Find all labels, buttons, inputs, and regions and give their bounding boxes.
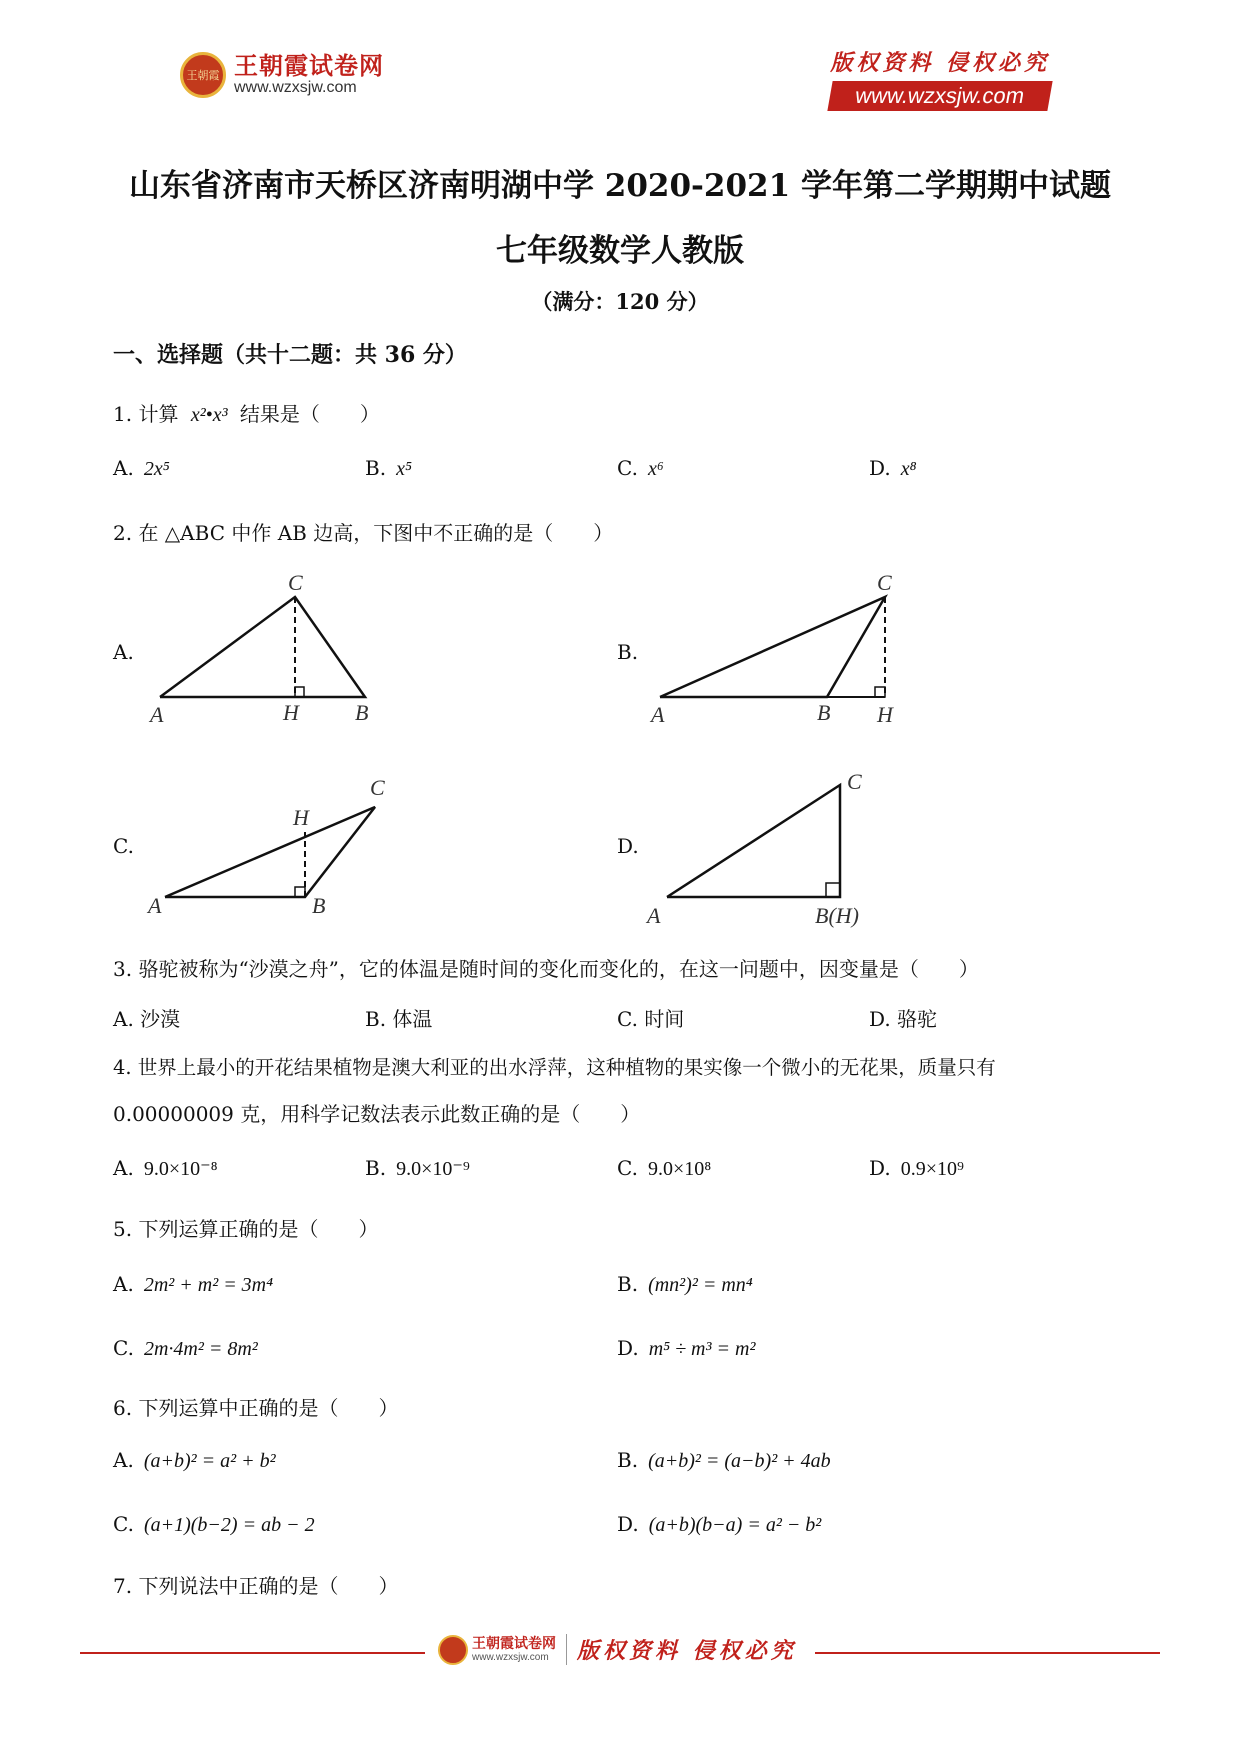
q2-label-b: B. — [617, 640, 639, 664]
question-7: 7. 下列说法中正确的是（ ） — [113, 1574, 399, 1598]
triangle-a — [160, 597, 365, 697]
question-1-expr: x²•x³ — [190, 404, 228, 426]
question-4-line2: 0.00000009 克，用科学记数法表示此数正确的是（ ） — [113, 1102, 641, 1126]
point-a-a: A — [150, 702, 164, 727]
q6-option-c: C. (a+1)(b−2) = ab − 2 — [113, 1512, 315, 1536]
q6-option-b: B. (a+b)² = (a−b)² + 4ab — [617, 1448, 831, 1472]
copyright-text: 版权资料 侵权必究 — [830, 50, 1050, 76]
q4-option-d: D. 0.9×10⁹ — [869, 1156, 964, 1180]
exam-title: 山东省济南市天桥区济南明湖中学 2020-2021 学年第二学期期中试题 — [128, 168, 1111, 204]
point-c-c: C — [370, 775, 385, 800]
q5-option-b: B. (mn²)² = mn⁴ — [617, 1272, 753, 1296]
point-a-b: A — [651, 702, 665, 727]
q3-option-a: A. 沙漠 — [113, 1007, 181, 1031]
footer-seal-icon — [438, 1635, 468, 1665]
point-b-c: B — [312, 893, 326, 918]
point-c-a: C — [288, 570, 303, 595]
point-c-d: C — [847, 769, 862, 794]
q4-option-a: A. 9.0×10⁻⁸ — [113, 1156, 218, 1180]
q5-option-c: C. 2m·4m² = 8m² — [113, 1336, 258, 1360]
q5-option-a: A. 2m² + m² = 3m⁴ — [113, 1272, 274, 1296]
question-2: 2. 在 △ABC 中作 AB 边高，下图中不正确的是（ ） — [113, 521, 614, 545]
right-angle-mark-c — [295, 887, 305, 897]
point-h-a: H — [283, 700, 299, 725]
footer-brand-url: www.wzxsjw.com — [472, 1652, 549, 1663]
point-b-a: B — [355, 700, 369, 725]
q6-option-d: D. (a+b)(b−a) = a² − b² — [617, 1512, 822, 1536]
brand-logo — [180, 52, 384, 98]
figure-b — [645, 570, 905, 734]
triangle-b — [660, 597, 885, 697]
footer-copyright: 版权资料 侵权必究 — [566, 1634, 797, 1665]
q2-label-d: D. — [617, 834, 639, 858]
question-1 — [113, 398, 380, 427]
section-heading: 一、选择题（共十二题：共 36 分） — [113, 342, 467, 368]
q6-option-a: A. (a+b)² = a² + b² — [113, 1448, 276, 1472]
q5-option-d: D. m⁵ ÷ m³ = m² — [617, 1336, 756, 1360]
q2-label-c: C. — [113, 834, 134, 858]
point-a-d: A — [647, 903, 661, 928]
q3-option-d: D. 骆驼 — [869, 1007, 938, 1031]
exam-subtitle: 七年级数学人教版 — [496, 233, 744, 269]
q1-option-d: D. x⁸ — [869, 456, 917, 480]
q4-option-b: B. 9.0×10⁻⁹ — [365, 1156, 470, 1180]
q4-option-c: C. 9.0×10⁸ — [617, 1156, 712, 1180]
question-1-stem-b: 结果是（ ） — [239, 402, 380, 426]
question-1-stem-a: 1. 计算 — [113, 402, 179, 426]
footer — [0, 1632, 1240, 1672]
seal-icon: 王朝霞 — [180, 52, 226, 98]
question-6: 6. 下列运算中正确的是（ ） — [113, 1396, 399, 1420]
brand-url: www.wzxsjw.com — [234, 79, 357, 96]
figure-c — [140, 775, 400, 939]
figure-a — [140, 570, 400, 734]
q2-label-a: A. — [113, 640, 134, 664]
point-c-b: C — [877, 570, 892, 595]
footer-line-right — [815, 1652, 1160, 1654]
q3-option-c: C. 时间 — [617, 1007, 685, 1031]
q3-option-b: B. 体温 — [365, 1007, 433, 1031]
copyright-banner — [830, 46, 1050, 111]
question-4-line1: 4. 世界上最小的开花结果植物是澳大利亚的出水浮萍，这种植物的果实像一个微小的无花果，质量只有 — [113, 1056, 996, 1079]
copyright-url: www.wzxsjw.com — [828, 81, 1053, 111]
figure-d — [645, 765, 905, 939]
triangle-d — [667, 785, 840, 897]
right-angle-mark-d — [826, 883, 840, 897]
point-bh-d: B(H) — [815, 903, 859, 928]
point-h-c: H — [293, 805, 309, 830]
right-angle-mark-a — [295, 687, 304, 697]
footer-line-left — [80, 1652, 425, 1654]
footer-brand-name: 王朝霞试卷网 — [472, 1636, 556, 1652]
triangle-c — [165, 807, 375, 897]
question-3: 3. 骆驼被称为“沙漠之舟”，它的体温是随时间的变化而变化的，在这一问题中，因变量是（ ） — [113, 957, 979, 981]
q1-option-c: C. x⁶ — [617, 456, 664, 480]
full-score: （满分：120 分） — [531, 289, 709, 314]
point-b-b: B — [817, 700, 831, 725]
brand-name: 王朝霞试卷网 — [234, 52, 384, 80]
point-a-c: A — [148, 893, 162, 918]
right-angle-mark-b — [875, 687, 885, 697]
q1-option-b: B. x⁵ — [365, 456, 412, 480]
question-5: 5. 下列运算正确的是（ ） — [113, 1217, 379, 1241]
q1-option-a: A. 2x⁵ — [113, 456, 170, 480]
point-h-b: H — [877, 702, 893, 727]
